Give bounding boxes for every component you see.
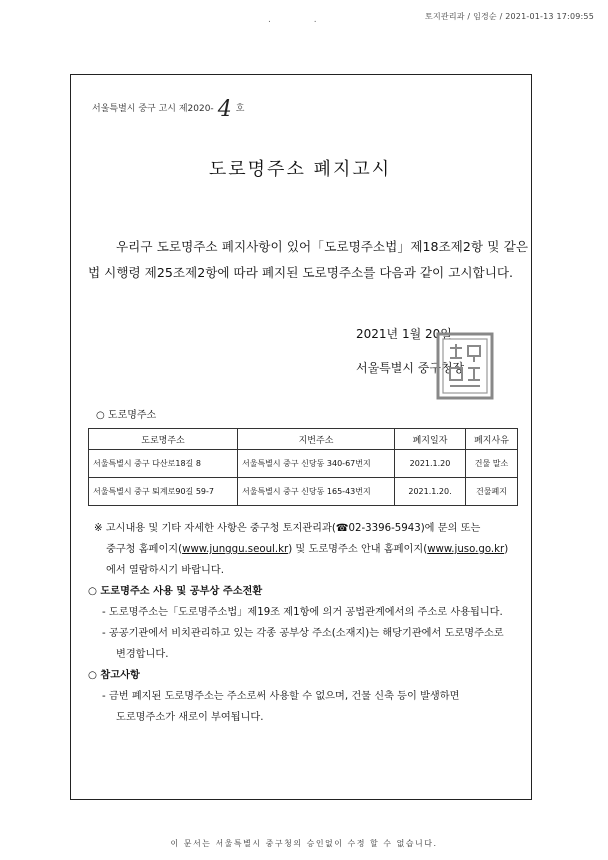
notice-handwritten-number: 4 bbox=[217, 97, 232, 122]
table-cell: 건물 말소 bbox=[466, 450, 518, 478]
usage-line-3: 변경합니다. bbox=[116, 649, 169, 660]
reference-note-line-2: 도로명주소가 새로이 부여됩니다. bbox=[116, 712, 264, 723]
section-address-heading: ○ 도로명주소 bbox=[96, 410, 157, 421]
column-header: 지번주소 bbox=[238, 429, 395, 450]
usage-line-1: - 도로명주소는「도로명주소법」제19조 제1항에 의거 공법관계에서의 주소로 사용됩니다. bbox=[102, 607, 503, 618]
column-header: 도로명주소 bbox=[89, 429, 238, 450]
reference-line-2 bbox=[88, 539, 530, 560]
table-cell: 2021.1.20. bbox=[395, 478, 466, 506]
reference-line-1: ※ 고시내용 및 기타 자세한 사항은 중구청 토지관리과(☎02-3396-5943)에 문의 또는 bbox=[94, 523, 481, 534]
notice-number bbox=[92, 92, 245, 122]
stray-dots: . . bbox=[268, 15, 337, 25]
reference-text: 중구청 홈페이지( bbox=[106, 544, 183, 555]
column-header: 폐지일자 bbox=[395, 429, 466, 450]
notes-section bbox=[88, 518, 530, 728]
usage-line-2: - 공공기관에서 비치관리하고 있는 각종 공부상 주소(소재지)는 해당기관에서 도로명주소로 bbox=[102, 628, 504, 639]
table-cell: 2021.1.20 bbox=[395, 450, 466, 478]
footer-disclaimer: 이 문서는 서울특별시 중구청의 승인없이 수정 할 수 없습니다. bbox=[170, 839, 438, 848]
junggu-homepage-link[interactable]: www.junggu.seoul.kr bbox=[182, 544, 289, 555]
reference-line-3: 에서 열람하시기 바랍니다. bbox=[106, 565, 224, 576]
table-row bbox=[89, 478, 518, 506]
reference-text: ) bbox=[504, 544, 509, 555]
table-cell: 서울특별시 중구 신당동 340-67번지 bbox=[238, 450, 395, 478]
header-stamp: 토지관리과 / 임경순 / 2021-01-13 17:09:55 bbox=[425, 12, 594, 21]
intro-paragraph: 우리구 도로명주소 폐지사항이 있어「도로명주소법」제18조제2항 및 같은 법 시행령 제25조제2항에 따라 폐지된 도로명주소를 다음과 같이 고시합니다. bbox=[88, 239, 528, 280]
table-header-row bbox=[89, 429, 518, 450]
table-cell: 건물폐지 bbox=[466, 478, 518, 506]
reference-note-line-1: - 금번 폐지된 도로명주소는 주소로써 사용할 수 없으며, 건물 신축 등이 발생하면 bbox=[102, 691, 460, 702]
notice-suffix: 호 bbox=[235, 104, 245, 114]
table-cell: 서울특별시 중구 다산로18길 8 bbox=[89, 450, 238, 478]
juso-homepage-link[interactable]: www.juso.go.kr bbox=[427, 544, 505, 555]
issuer: 서울특별시 중구청장 bbox=[356, 361, 465, 375]
official-seal-icon bbox=[434, 330, 496, 402]
section-address-usage-heading: ○ 도로명주소 사용 및 공부상 주소전환 bbox=[88, 586, 263, 597]
table-cell: 서울특별시 중구 신당동 165-43번지 bbox=[238, 478, 395, 506]
reference-text: ) 및 도로명주소 안내 홈페이지( bbox=[288, 544, 428, 555]
table-row bbox=[89, 450, 518, 478]
notice-date: 2021년 1월 20일 bbox=[356, 327, 452, 341]
section-reference-heading: ○ 참고사항 bbox=[88, 670, 140, 681]
document-title: 도로명주소 폐지고시 bbox=[208, 159, 392, 180]
notice-prefix: 서울특별시 중구 고시 제2020- bbox=[92, 104, 214, 114]
column-header: 폐지사유 bbox=[466, 429, 518, 450]
table-cell: 서울특별시 중구 퇴계로90길 59-7 bbox=[89, 478, 238, 506]
address-table bbox=[88, 428, 518, 506]
